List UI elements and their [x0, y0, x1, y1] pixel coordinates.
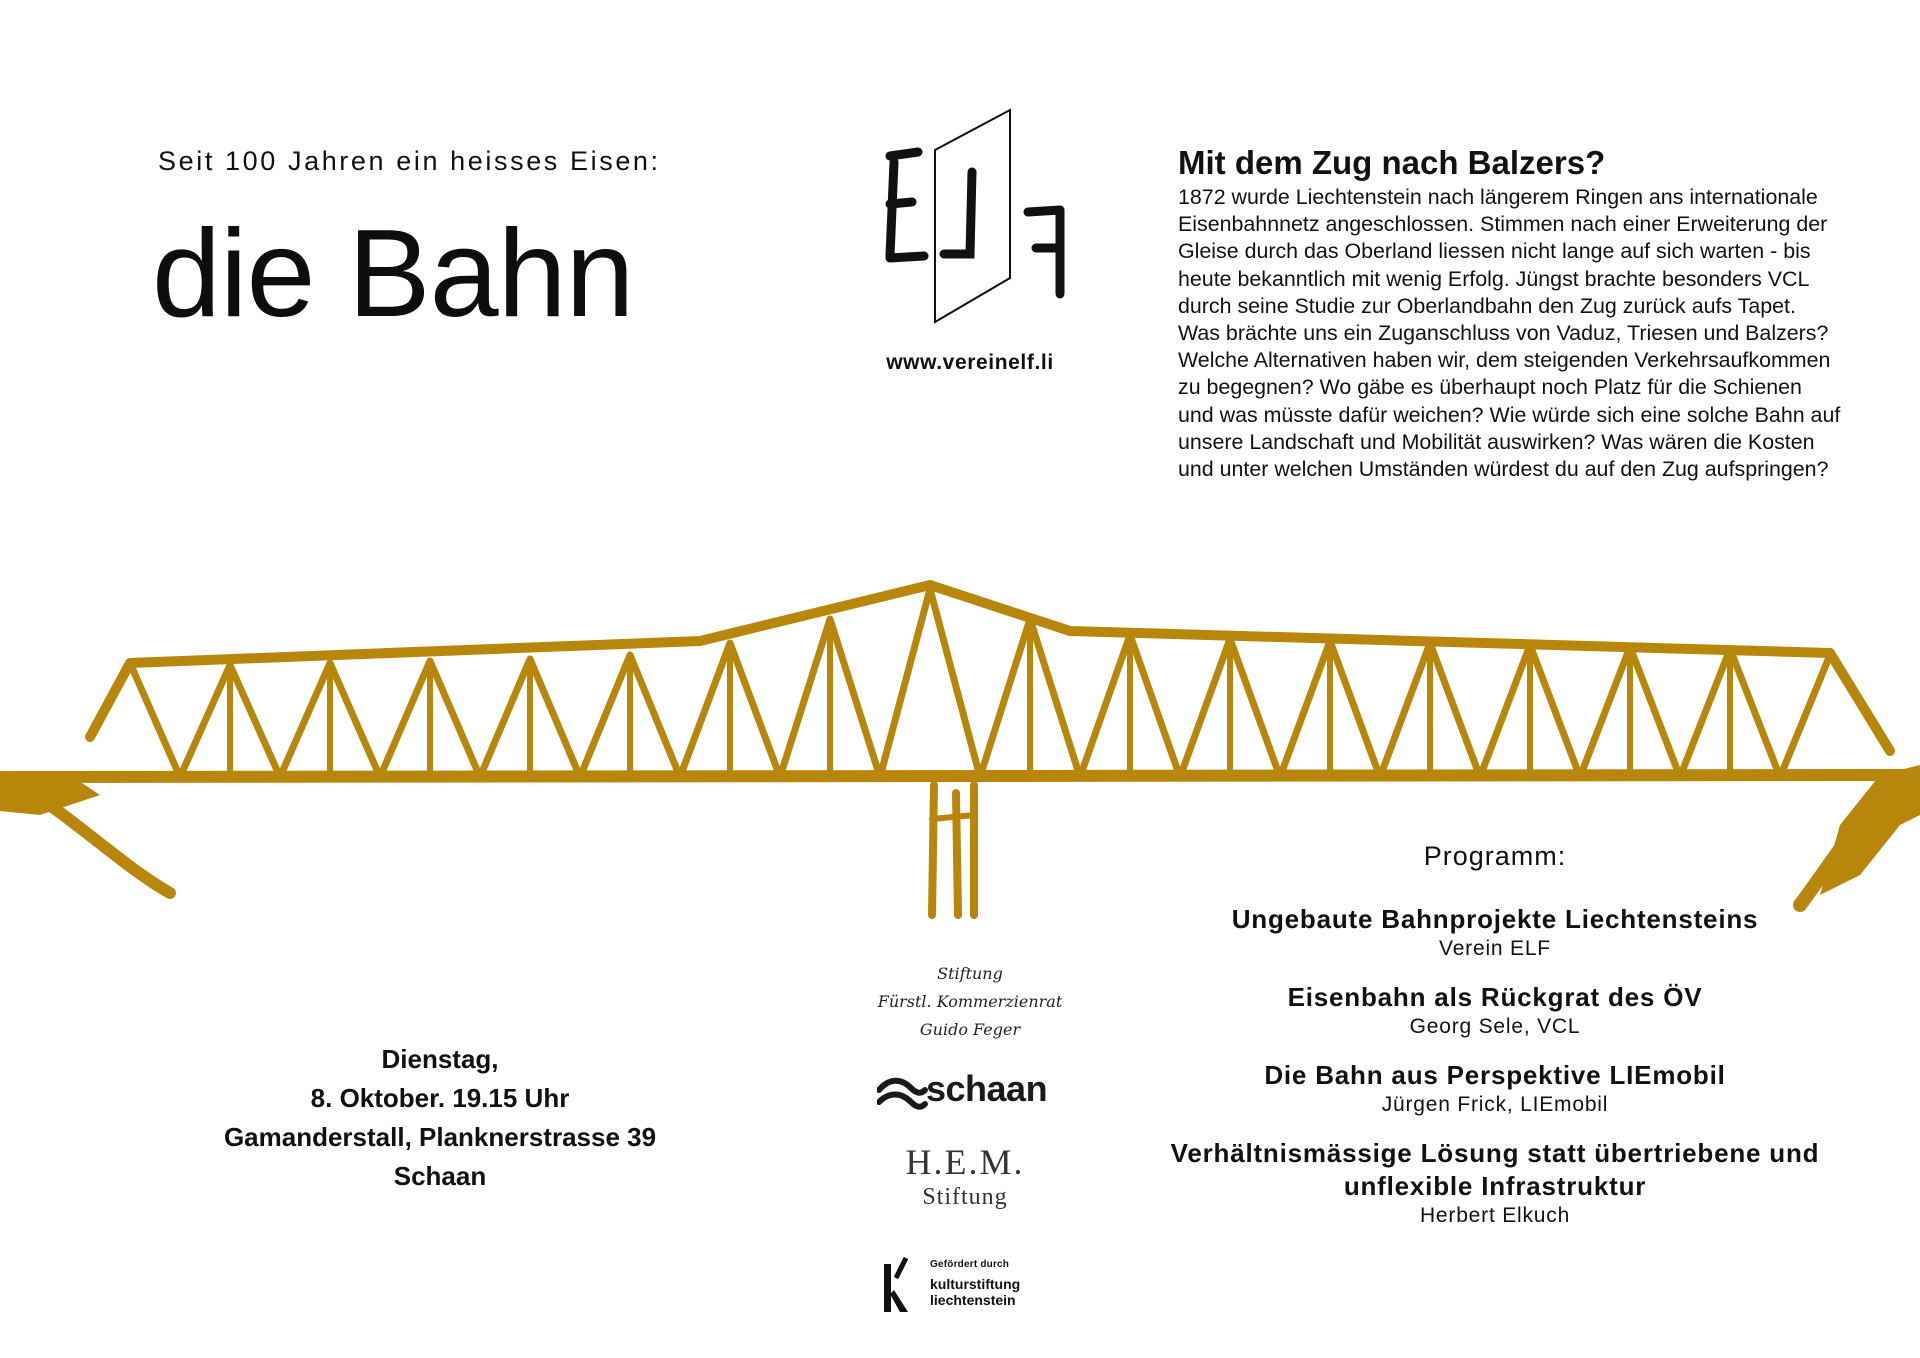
program-item — [1130, 903, 1860, 961]
page-title: die Bahn — [152, 205, 634, 343]
website-link[interactable]: www.vereinelf.li — [886, 351, 1054, 374]
sponsor-feger-line: Fürstl. Kommerzienrat — [877, 992, 1063, 1011]
hem-stiftung-logo — [880, 1142, 1050, 1212]
schaan-logo-text: schaan — [926, 1068, 1048, 1109]
elf-logo — [860, 108, 1080, 326]
hem-logo-bottom: Stiftung — [922, 1184, 1008, 1210]
program-title: Die Bahn aus Perspektive LIEmobil — [1264, 1060, 1726, 1090]
kulturstiftung-line: liechtenstein — [930, 1292, 1016, 1308]
bridge-illustration — [0, 575, 1920, 935]
program-item — [1130, 1059, 1860, 1117]
sponsor-feger-logo — [860, 960, 1080, 1044]
program-list — [1130, 903, 1860, 1248]
program-heading: Programm: — [1423, 841, 1567, 871]
program-title: Ungebaute Bahnprojekte Liechtensteins — [1231, 904, 1759, 934]
hem-logo-top: H.E.M. — [905, 1142, 1025, 1182]
kulturstiftung-caption: Gefördert durch — [930, 1259, 1010, 1270]
event-venue: Gamanderstall, Planknerstrasse 39 — [223, 1122, 657, 1152]
program-title: Eisenbahn als Rückgrat des ÖV — [1287, 982, 1703, 1012]
kulturstiftung-icon — [882, 1256, 910, 1316]
sponsor-feger-line: Stiftung — [937, 964, 1003, 983]
intro-title: Mit dem Zug nach Balzers? — [1178, 144, 1606, 181]
event-town: Schaan — [393, 1161, 487, 1191]
program-speaker: Herbert Elkuch — [1419, 1204, 1571, 1227]
sponsor-feger-line: Guido Feger — [919, 1020, 1021, 1039]
tagline: Seit 100 Jahren ein heisses Eisen: — [158, 146, 661, 176]
event-details — [200, 1040, 680, 1196]
event-day: Dienstag, — [381, 1044, 499, 1074]
event-datetime: 8. Oktober. 19.15 Uhr — [310, 1083, 570, 1113]
kulturstiftung-name — [930, 1276, 1070, 1308]
kulturstiftung-line: kulturstiftung — [930, 1276, 1021, 1292]
program-title: Verhältnismässige Lösung statt übertriebene und unflexible Infrastruktur — [1170, 1138, 1820, 1201]
program-item — [1130, 981, 1860, 1039]
program-item — [1130, 1137, 1860, 1228]
program-speaker: Georg Sele, VCL — [1409, 1015, 1581, 1038]
intro-body: 1872 wurde Liechtenstein nach längerem Ringen ans internationale Eisenbahnnetz angeschlossen. Stimmen nach einer Erweiterung der Gleise durch das Oberland liessen nicht lange auf sich warten - bis heute bekanntlich mit wenig Erfolg. Jüngst brachte besonders VCL durch seine Studie zur Oberlandbahn den Zug zurück aufs Tapet. Was brächte uns ein Zuganschluss von Vaduz, Triesen und Balzers? Welche Alternativen haben wir, dem steigenden Verkehrsaufkommen zu begegnen? Wo gäbe es überhaupt noch Platz für die Schienen und was müsste dafür weichen? Wie würde sich eine solche Bahn auf unsere Landschaft und Mobilität auswirken? Was wären die Kosten und unter welchen Umständen würdest du auf den Zug aufspringen? — [1178, 185, 1841, 482]
program-speaker: Verein ELF — [1439, 937, 1551, 960]
program-speaker: Jürgen Frick, LIEmobil — [1381, 1093, 1609, 1116]
